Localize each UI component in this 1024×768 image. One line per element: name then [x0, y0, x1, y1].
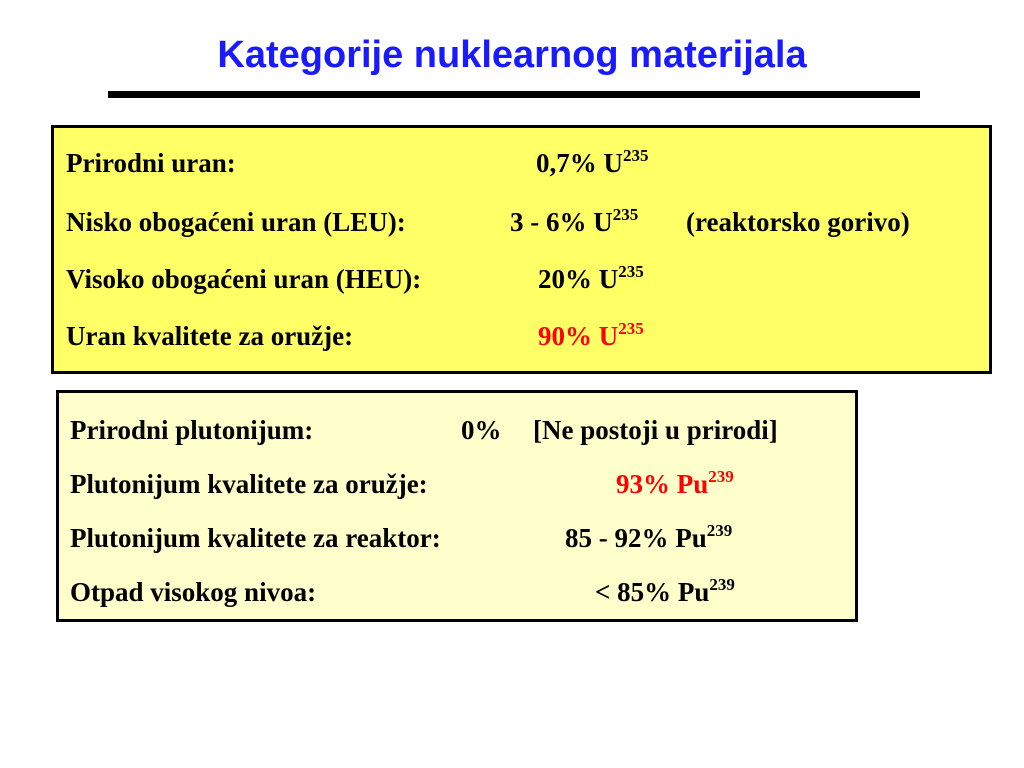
title-underline [108, 91, 920, 98]
row-value: < 85% Pu$^{239}$ [595, 575, 735, 607]
row-value: 0,7% $U^{235}$ [536, 146, 649, 178]
row-note: [Ne postoji u prirodi] [533, 415, 778, 445]
uranium-categories-box [51, 125, 992, 374]
row-value: 85 - 92% Pu$^{239}$ [565, 521, 733, 553]
row-value: 20% $U^{235}$ [538, 262, 644, 294]
isotope-number: 239 [708, 467, 734, 486]
row-label: Nisko obogaćeni uran (LEU): [66, 207, 406, 237]
row-value: 3 - 6% $U^{235}$ [510, 205, 639, 237]
row-value: 90% $U^{235}$ [538, 319, 644, 351]
isotope-number: 239 [706, 521, 733, 540]
row-label: Prirodni plutonijum: [70, 415, 314, 445]
row-label: Visoko obogaćeni uran (HEU): [66, 264, 422, 294]
slide-title: Kategorije nuklearnog materijala [217, 34, 807, 76]
isotope-number: 235 [618, 319, 644, 338]
isotope-number: 235 [623, 146, 649, 165]
row-label: Otpad visokog nivoa: [70, 577, 317, 607]
isotope-number: 239 [709, 575, 735, 594]
isotope-number: 235 [618, 262, 644, 281]
row-value: 0% [461, 415, 502, 445]
row-label: Plutonijum kvalitete za oružje: [70, 469, 428, 499]
row-label: Plutonijum kvalitete za reaktor: [70, 523, 441, 553]
row-label: Prirodni uran: [66, 148, 236, 178]
row-value: 93% Pu$^{239}$ [616, 467, 734, 499]
isotope-number: 235 [612, 205, 639, 224]
row-note: (reaktorsko gorivo) [686, 207, 910, 237]
row-label: Uran kvalitete za oružje: [66, 321, 354, 351]
plutonium-categories-box [56, 390, 858, 622]
